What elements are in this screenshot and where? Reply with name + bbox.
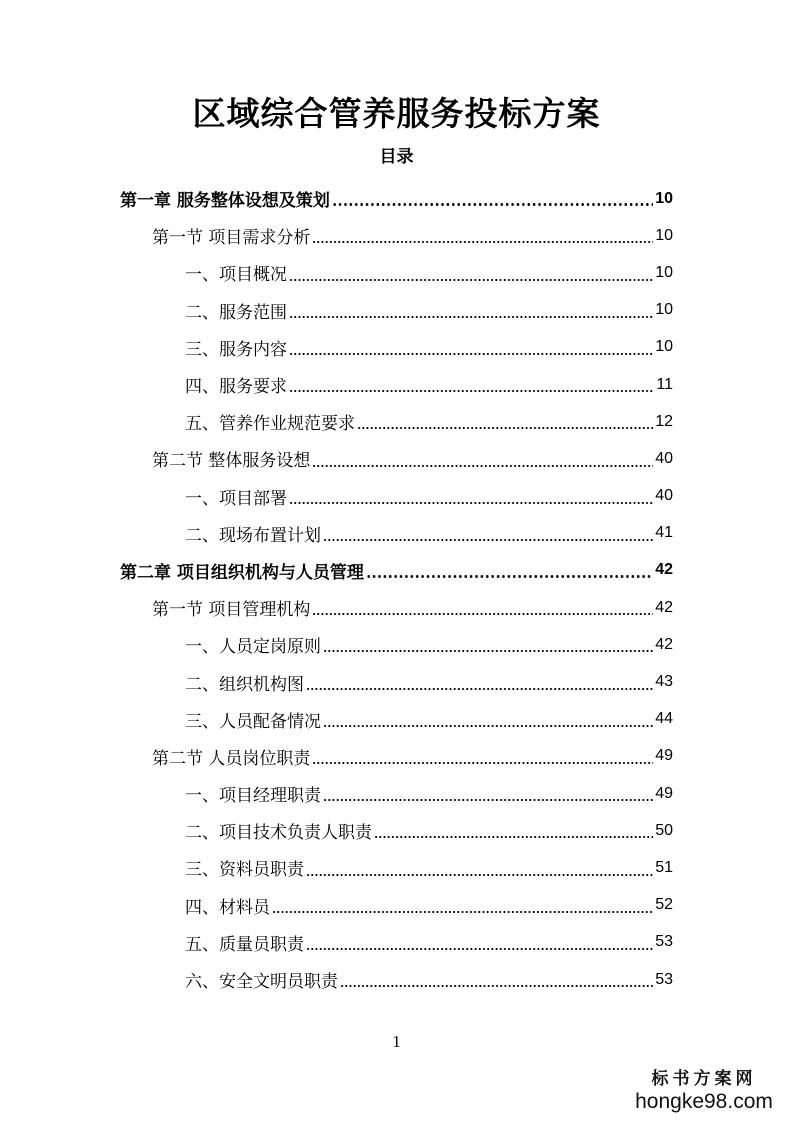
toc-entry-page: 41	[655, 524, 673, 542]
dot-leader	[306, 688, 653, 690]
toc-entry[interactable]	[0, 180, 793, 217]
toc-entry[interactable]	[0, 254, 793, 291]
dot-leader	[332, 203, 653, 206]
watermark-logo	[629, 1068, 779, 1114]
toc-entry-page: 12	[655, 412, 673, 430]
dot-leader	[289, 390, 654, 392]
toc-entry-page: 10	[655, 226, 673, 244]
watermark-url: hongke98.com	[635, 1090, 773, 1113]
toc-entry-page: 49	[655, 784, 673, 802]
toc-entry[interactable]	[0, 515, 793, 552]
dot-leader	[306, 874, 653, 876]
toc-entry[interactable]	[0, 701, 793, 738]
dot-leader	[272, 911, 653, 913]
toc-entry-page: 40	[655, 487, 673, 505]
toc-entry-label: 一、项目经理职责	[185, 786, 321, 807]
toc-entry-label: 一、项目部署	[185, 488, 287, 509]
toc-entry[interactable]	[0, 403, 793, 440]
dot-leader	[340, 985, 653, 987]
toc-entry-label: 四、材料员	[185, 897, 270, 918]
toc-entry-page: 10	[655, 263, 673, 281]
toc-entry[interactable]	[0, 775, 793, 812]
toc-entry-label: 四、服务要求	[185, 377, 287, 398]
dot-leader	[323, 650, 653, 652]
toc-entry-page: 44	[655, 710, 673, 728]
toc-entry-label: 第二节 整体服务设想	[152, 451, 311, 472]
toc-entry-label: 二、现场布置计划	[185, 525, 321, 546]
toc-entry-page: 53	[655, 970, 673, 988]
dot-leader	[374, 836, 653, 838]
toc-entry[interactable]	[0, 626, 793, 663]
toc-entry-label: 三、人员配备情况	[185, 711, 321, 732]
toc-entry-page: 51	[655, 858, 673, 876]
dot-leader	[357, 427, 653, 429]
toc-entry[interactable]	[0, 887, 793, 924]
dot-leader	[323, 725, 653, 727]
toc-entry[interactable]	[0, 217, 793, 254]
dot-leader	[312, 465, 653, 467]
dot-leader	[289, 279, 653, 281]
toc-entry[interactable]	[0, 478, 793, 515]
toc-entry-label: 第二章 项目组织机构与人员管理	[120, 562, 364, 583]
toc-entry[interactable]	[0, 552, 793, 589]
toc-entry-label: 一、人员定岗原则	[185, 637, 321, 658]
toc-entry[interactable]	[0, 329, 793, 366]
dot-leader	[366, 575, 653, 578]
toc-entry-page: 42	[655, 561, 673, 579]
dot-leader	[323, 799, 653, 801]
toc-entry-page: 42	[655, 598, 673, 616]
toc-entry-page: 10	[655, 301, 673, 319]
dot-leader	[312, 613, 653, 615]
watermark-name: 标书方案网	[651, 1069, 757, 1089]
toc-entry-label: 第二节 人员岗位职责	[152, 748, 311, 769]
toc-entry[interactable]	[0, 440, 793, 477]
toc-entry-label: 五、质量员职责	[185, 934, 304, 955]
dot-leader	[312, 762, 653, 764]
toc-entry[interactable]	[0, 849, 793, 886]
toc-entry[interactable]	[0, 738, 793, 775]
dot-leader	[306, 948, 653, 950]
toc-entry-label: 五、管养作业规范要求	[185, 414, 355, 435]
page-number: 1	[392, 1032, 401, 1051]
toc-entry[interactable]	[0, 589, 793, 626]
toc-entry-label: 二、服务范围	[185, 302, 287, 323]
toc-entry-label: 三、资料员职责	[185, 860, 304, 881]
toc-entry[interactable]	[0, 292, 793, 329]
toc-entry-label: 六、安全文明员职责	[185, 972, 338, 993]
toc-entry-page: 50	[655, 821, 673, 839]
toc-heading: 目录	[379, 147, 414, 167]
dot-leader	[289, 316, 653, 318]
toc-entry[interactable]	[0, 961, 793, 998]
toc-entry-page: 10	[655, 189, 673, 207]
toc-entry-label: 二、组织机构图	[185, 674, 304, 695]
toc-entry[interactable]	[0, 812, 793, 849]
toc-entry-label: 一、项目概况	[185, 265, 287, 286]
toc-entry[interactable]	[0, 924, 793, 961]
toc-entry-page: 40	[655, 449, 673, 467]
document-title: 区域综合管养服务投标方案	[192, 94, 601, 133]
toc-entry-label: 二、项目技术负责人职责	[185, 823, 372, 844]
toc-entry-page: 52	[655, 896, 673, 914]
table-of-contents	[0, 180, 793, 998]
toc-entry-page: 49	[655, 747, 673, 765]
dot-leader	[323, 539, 653, 541]
toc-entry-page: 42	[655, 635, 673, 653]
toc-entry-page: 11	[656, 375, 673, 393]
toc-entry-label: 第一节 项目需求分析	[152, 228, 311, 249]
toc-entry-label: 第一章 服务整体设想及策划	[120, 191, 330, 212]
toc-entry-label: 三、服务内容	[185, 339, 287, 360]
toc-entry-page: 53	[655, 933, 673, 951]
dot-leader	[312, 241, 653, 243]
toc-entry[interactable]	[0, 663, 793, 700]
dot-leader	[289, 353, 653, 355]
toc-entry-page: 10	[655, 338, 673, 356]
toc-entry-page: 43	[655, 673, 673, 691]
toc-entry-label: 第一节 项目管理机构	[152, 600, 311, 621]
toc-entry[interactable]	[0, 366, 793, 403]
dot-leader	[289, 502, 653, 504]
